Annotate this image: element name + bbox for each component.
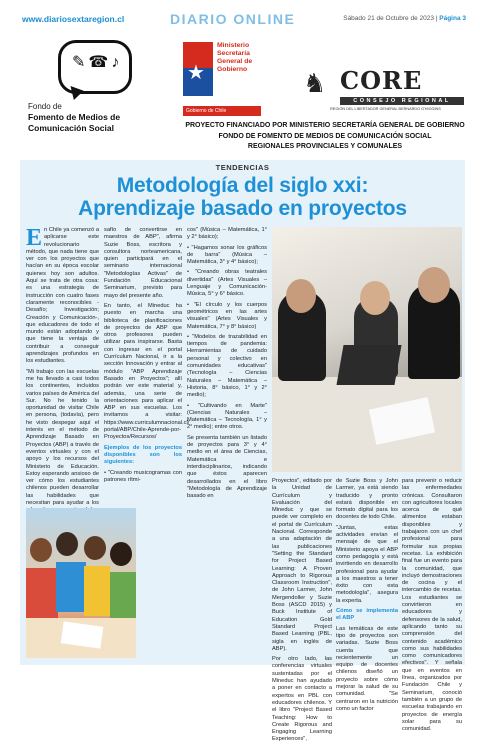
project-line3: REGIONALES PROVINCIALES Y COMUNALES bbox=[247, 143, 403, 150]
col5-p1: de Suzie Boss y John Larmer, ya está siendo traducido y pronto estará disponible en formato digital para los docentes de todo Chile. bbox=[336, 478, 398, 521]
students-photo bbox=[272, 227, 462, 472]
media-icons: ✎☎♪ bbox=[72, 54, 123, 71]
col5-subhead: Cómo se implementa el ABP bbox=[336, 608, 398, 622]
photo-child-head-4 bbox=[110, 542, 132, 566]
star-icon: ★ bbox=[187, 62, 205, 84]
region-name: REGIÓN DEL LIBERTADOR GENERAL BERNARDO O'HIGGINS bbox=[330, 107, 441, 111]
photo-child-head-2 bbox=[56, 532, 78, 556]
col1-p1-text: n Chile ya comenzó a aplicarse este revolucionario método, que nada tiene que ver con los proyectos que hacían en su época escolar quienes hoy son adultos. Aquí se trata de otra cosa: es una estrategia de instrucción con cuatro fases claramente reconocibles -Desafío; Investigación; Creación y Comunicación-, que educadores de todo el mundo están adoptando y que tiene la ventaja de contribuir a conseguir aprendizajes profundos en los estudiantes. bbox=[26, 227, 99, 365]
horse-rider-icon: ♞ bbox=[303, 68, 327, 98]
column-5 bbox=[336, 478, 398, 716]
col1-p2: "Mi trabajo con las escuelas me ha llevado a casi todos los continentes, incluidos varios países de América del Sur. No he tenido la oportunidad de visitar Chile en persona, (todavía), pero he visto despegar aquí el interés en el método de Aprendizaje Basado en Proyectos (ABP) a través de eventos virtuales y con el apoyo y los recursos del Ministerio de Educación. Estoy esperando ansioso de ver cómo los estudiantes chilenos pueden desarrollar las habilidades que necesitan para ayudar a los bbox=[26, 368, 99, 506]
consejo-regional-bar: CONSEJO REGIONAL bbox=[340, 97, 464, 105]
section-tag: TENDENCIAS bbox=[215, 163, 270, 172]
headline bbox=[20, 174, 465, 220]
col2-p3: • "Creando musicogramas con patrones rítmi- bbox=[104, 469, 182, 483]
gobierno-logo bbox=[183, 42, 265, 118]
col3-p6: • "Cultivando en Marte" (Ciencias Naturales – Matemática – Tecnología, 1° y 2° medio); entre otros. bbox=[187, 402, 267, 431]
photo-laptop bbox=[336, 345, 401, 385]
photo-child-head-3 bbox=[84, 536, 106, 560]
col6-p1: para prevenir o reducir las enfermedades crónicas. Consultaron con agricultores locales acerca de qué alimentos estaban disponibles y trabajaron con un chef profesional para formular sus propias recetas. La exhibición final fue un evento para la comunidad, que incluyó demostraciones de cocina y el intercambio de recetas. Los estudiantes se convirtieron en educadores y defensores de la salud, aplicando tanto su comprensión del contenido académico como sus habilidades como comunicadores efectivos". Y señala que en eventos en línea, organizados por Fundación Chile y Seminarium, conoció también a un grupo de escuelas trabajando en proyectos de energía solar para su comunidad. bbox=[402, 478, 462, 733]
headline-line1: Metodología del siglo xxi: bbox=[116, 174, 369, 197]
col4-p1: Proyectos", editado por la Unidad de Currículum y Evaluación del Mineduc y que se puede ver completo en el portal de Currículum Nacional. Corresponde a una adaptación de las publicaciones "Setting the Standard for Project Based Learning: A Proven Approach to Rigorous Classroom Instruction", de John Larmer, John Mergendoller y Suzie Boss (ASCD 2015) y Buck Institute of Education Gold Standard Project Based Learning (PBL, sigla en inglés de ABP). bbox=[272, 478, 332, 652]
column-4 bbox=[272, 478, 332, 747]
col5-p3: Las temáticas de este tipo de proyectos son variadas. Suzie Boss cuenta que recientemente un equipo de docentes chilenos diseñó un proyecto sobre cómo mejorar la salud de su comunidad. "Se centraron en la nutrición como un factor bbox=[336, 625, 398, 712]
photo-child-head-1 bbox=[30, 538, 52, 562]
children-photo bbox=[26, 508, 136, 658]
photo-child-2 bbox=[56, 562, 86, 612]
column-2 bbox=[104, 227, 190, 487]
fondo-line2: Fomento de Medios de bbox=[28, 112, 121, 122]
headline-line2: Aprendizaje basado en proyectos bbox=[78, 197, 407, 220]
article bbox=[20, 160, 465, 743]
top-bar bbox=[0, 0, 480, 36]
col2-p1: safío de convertirse en maestros de ABP", afirma Suzie Boss, escritora y consultora norteamericana, quien participará en el seminario internacional "Metodologías Activas" de Fundación Educacional Seminarium, previsto para mayo del presente año. bbox=[104, 227, 182, 299]
col3-p7: Se presenta también un listado de proyectos para 3° y 4° medio en el área de Ciencias, Matemática e interdisciplinarios, indicando que éstos aparecen desarrollados en el libro "Metodología de Aprendizaje basado en bbox=[187, 434, 267, 500]
photo-head-1 bbox=[286, 279, 316, 313]
photo-child-3 bbox=[84, 566, 110, 616]
col3-p4: • "El círculo y los cuerpos geométricos en las artes visuales" (Artes Visuales y Matemática, 7° y 8° básico) bbox=[187, 301, 267, 330]
ministerio-name: Ministerio Secretaría General de Gobierno bbox=[217, 42, 253, 73]
project-line1: PROYECTO FINANCIADO POR MINISTERIO SECRETARÍA GENERAL DE GOBIERNO bbox=[185, 122, 465, 129]
col1-p1 bbox=[26, 227, 99, 366]
dropcap: E bbox=[26, 225, 43, 251]
col3-p3: • "Creando obras teatrales divertidas" (Artes Visuales – Lenguaje y Comunicación- Música, 5° y 6° básico. bbox=[187, 269, 267, 298]
site-url[interactable]: www.diariosextaregion.cl bbox=[22, 14, 125, 24]
col5-p2: "Juntas, estas actividades envían el mensaje de que el Ministerio apoya el ABP como pedagogía y está invirtiendo en desarrollo profesional para ayudar a los maestros a tener éxito con esta metodología", asegura la experta. bbox=[336, 524, 398, 604]
column-3 bbox=[187, 227, 267, 503]
project-line2: FONDO DE FOMENTO DE MEDIOS DE COMUNICACIÓN SOCIAL bbox=[218, 132, 432, 140]
col3-p5: • "Modelos de trazabilidad en tiempos de pandemia: Herramientas de cuidado personal y colectivo en comunidades educativas" (Tecnología – Ciencias Naturales – Matemática – Historia, 8° básico, 1° y 2° medio); bbox=[187, 333, 267, 399]
fondo-line3: Comunicación Social bbox=[28, 123, 114, 133]
photo-head-2 bbox=[360, 281, 390, 315]
masthead: DIARIO ONLINE bbox=[170, 11, 296, 27]
core-wordmark: CORE bbox=[340, 66, 423, 95]
gobierno-band: Gobierno de Chile bbox=[183, 106, 261, 116]
column-1 bbox=[26, 227, 99, 518]
photo-head-3 bbox=[418, 267, 450, 303]
date-text: Sábado 21 de Octubre de 2023 bbox=[343, 15, 434, 22]
fondo-line1: Fondo de bbox=[28, 102, 62, 111]
photo-child-1 bbox=[26, 568, 58, 618]
column-6 bbox=[402, 478, 462, 736]
fondo-medios-logo bbox=[28, 40, 178, 136]
col2-p2: En tanto, el Mineduc ha puesto en marcha una biblioteca de planificaciones de proyectos de ABP que otros profesores pueden utilizar para inspirarse. Basta con ingresar en el portal Currículum Nacional, ir a la sección Innovación y entrar al módulo "ABP Aprendizaje Basado en Proyectos"; allí podrán ver este material y, además, una serie de orientaciones para aplicar el ABP en sus escuelas. Los invitamos a visitar: https://www.curriculumnacional.cl/ portal/ABP/Chile-Aprende-por-Proyectos/Recursos/ bbox=[104, 302, 190, 441]
photo-child-4 bbox=[110, 572, 136, 622]
core-logo bbox=[303, 64, 468, 116]
col3-p2: • "Hagamos sonar los gráficos de barra" (Música – Matemática, 3° y 4° básico); bbox=[187, 244, 267, 266]
issue-date: Sábado 21 de Octubre de 2023 | Página 3 bbox=[343, 15, 466, 22]
page-number: Página 3 bbox=[439, 15, 466, 22]
col3-p1: cos" (Música – Matemática, 1° y 2° básico); bbox=[187, 227, 267, 241]
col4-p2: Por otro lado, las conferencias virtuales sustentadas por el Mineduc han ayudado a poner en contacto a expertos en PBL con educadores chilenos. Y el libro "Project Based Teaching: How to Create Rigorous and Engaging Learning Experiences", bbox=[272, 656, 332, 743]
col2-subhead: Ejemplos de los proyectos disponibles son los siguientes: bbox=[104, 444, 182, 466]
project-credit bbox=[180, 121, 470, 153]
